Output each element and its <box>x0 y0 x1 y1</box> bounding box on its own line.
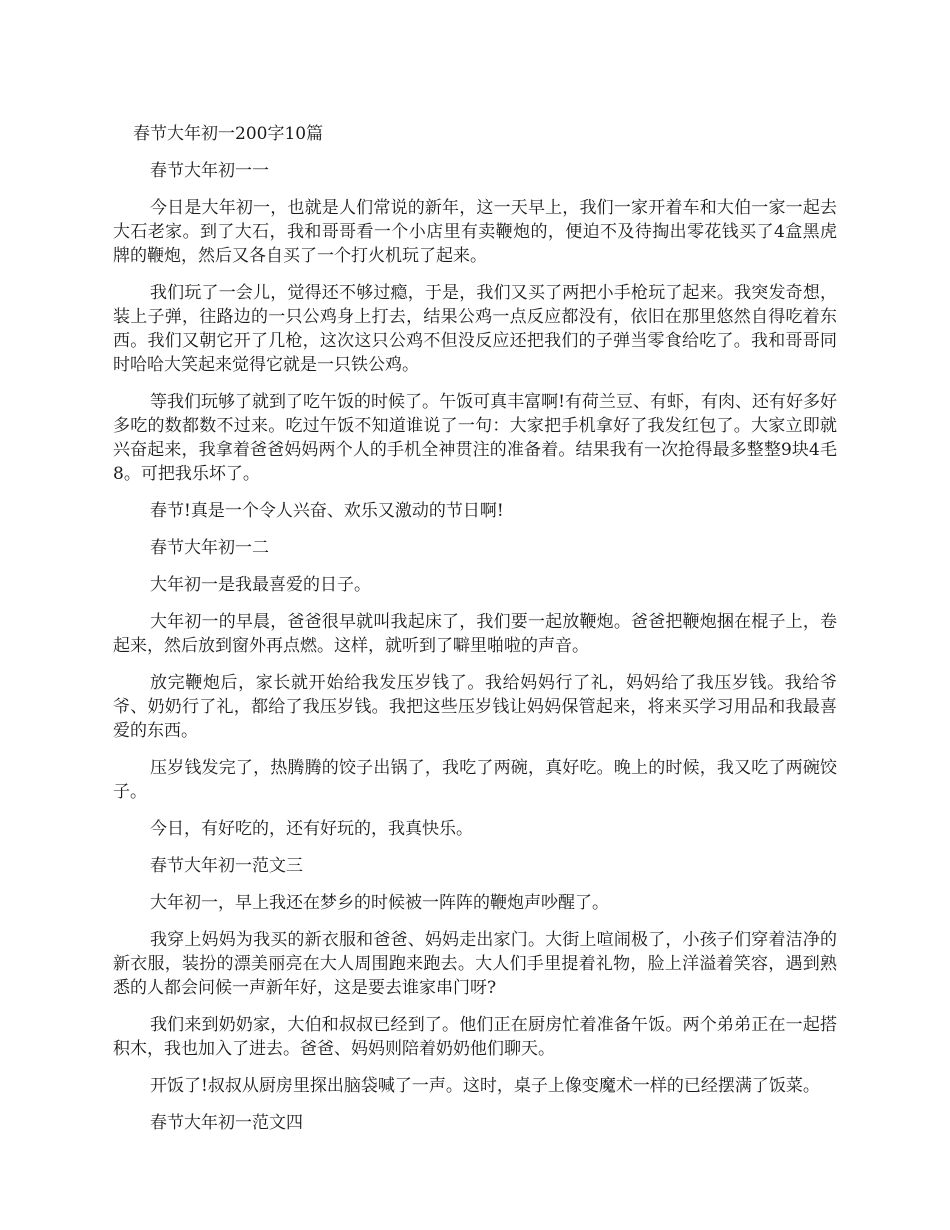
paragraph: 大年初一，早上我还在梦乡的时候被一阵阵的鞭炮声吵醒了。 <box>150 893 609 913</box>
paragraph: 开饭了!叔叔从厨房里探出脑袋喊了一声。这时，桌子上像变魔术一样的已经摆满了饭菜。 <box>150 1076 820 1096</box>
section-heading: 春节大年初一二 <box>150 538 269 558</box>
paragraph: 等我们玩够了就到了吃午饭的时候了。午饭可真丰富啊!有荷兰豆、有虾，有肉、还有好多好多吃的数都数不过来。吃过午饭不知道谁说了一句：大家把手机拿好了我发红包了。大家立即就兴奋起来，我拿着爸爸妈妈两个人的手机全神贯注的准备着。结果我有一次抢得最多整整9块4毛8。可把我乐坏了。 <box>113 392 837 484</box>
paragraph: 我们玩了一会儿，觉得还不够过瘾，于是，我们又买了两把小手枪玩了起来。我突发奇想，装上子弹，往路边的一只公鸡身上打去，结果公鸡一点反应都没有，依旧在那里悠然自得吃着东西。我们又朝它开了几枪，这次这只公鸡不但没反应还把我们的子弹当零食给吃了。我和哥哥同时哈哈大笑起来觉得它就是一只铁公鸡。 <box>113 283 837 375</box>
section-heading: 春节大年初一范文四 <box>150 1113 303 1133</box>
paragraph: 今日是大年初一，也就是人们常说的新年，这一天早上，我们一家开着车和大伯一家一起去大石老家。到了大石，我和哥哥看一个小店里有卖鞭炮的，便迫不及待掏出零花钱买了4盒黑虎牌的鞭炮，然后又各自买了一个打火机玩了起来。 <box>113 198 837 266</box>
paragraph: 大年初一的早晨，爸爸很早就叫我起床了，我们要一起放鞭炮。爸爸把鞭炮捆在棍子上，卷起来，然后放到窗外再点燃。这样，就听到了噼里啪啦的声音。 <box>113 612 837 656</box>
paragraph: 放完鞭炮后，家长就开始给我发压岁钱了。我给妈妈行了礼，妈妈给了我压岁钱。我给爷爷、奶奶行了礼，都给了我压岁钱。我把这些压岁钱让妈妈保管起来，将来买学习用品和我最喜爱的东西。 <box>113 673 837 741</box>
paragraph: 我们来到奶奶家，大伯和叔叔已经到了。他们正在厨房忙着准备午饭。两个弟弟正在一起搭积木，我也加入了进去。爸爸、妈妈则陪着奶奶他们聊天。 <box>113 1015 837 1059</box>
paragraph: 春节!真是一个令人兴奋、欢乐又激动的节日啊! <box>150 501 504 521</box>
document-title: 春节大年初一200字10篇 <box>133 124 324 144</box>
paragraph: 压岁钱发完了，热腾腾的饺子出锅了，我吃了两碗，真好吃。晚上的时候，我又吃了两碗饺子。 <box>113 758 837 802</box>
paragraph: 大年初一是我最喜爱的日子。 <box>150 575 371 595</box>
section-heading: 春节大年初一一 <box>150 161 269 181</box>
paragraph: 我穿上妈妈为我买的新衣服和爸爸、妈妈走出家门。大街上喧闹极了，小孩子们穿着洁净的新衣服，装扮的漂美丽亮在大人周围跑来跑去。大人们手里提着礼物，脸上洋溢着笑容，遇到熟悉的人都会问候一声新年好，这是要去谁家串门呀? <box>113 930 837 998</box>
section-heading: 春节大年初一范文三 <box>150 856 303 876</box>
paragraph: 今日，有好吃的，还有好玩的，我真快乐。 <box>150 819 473 839</box>
